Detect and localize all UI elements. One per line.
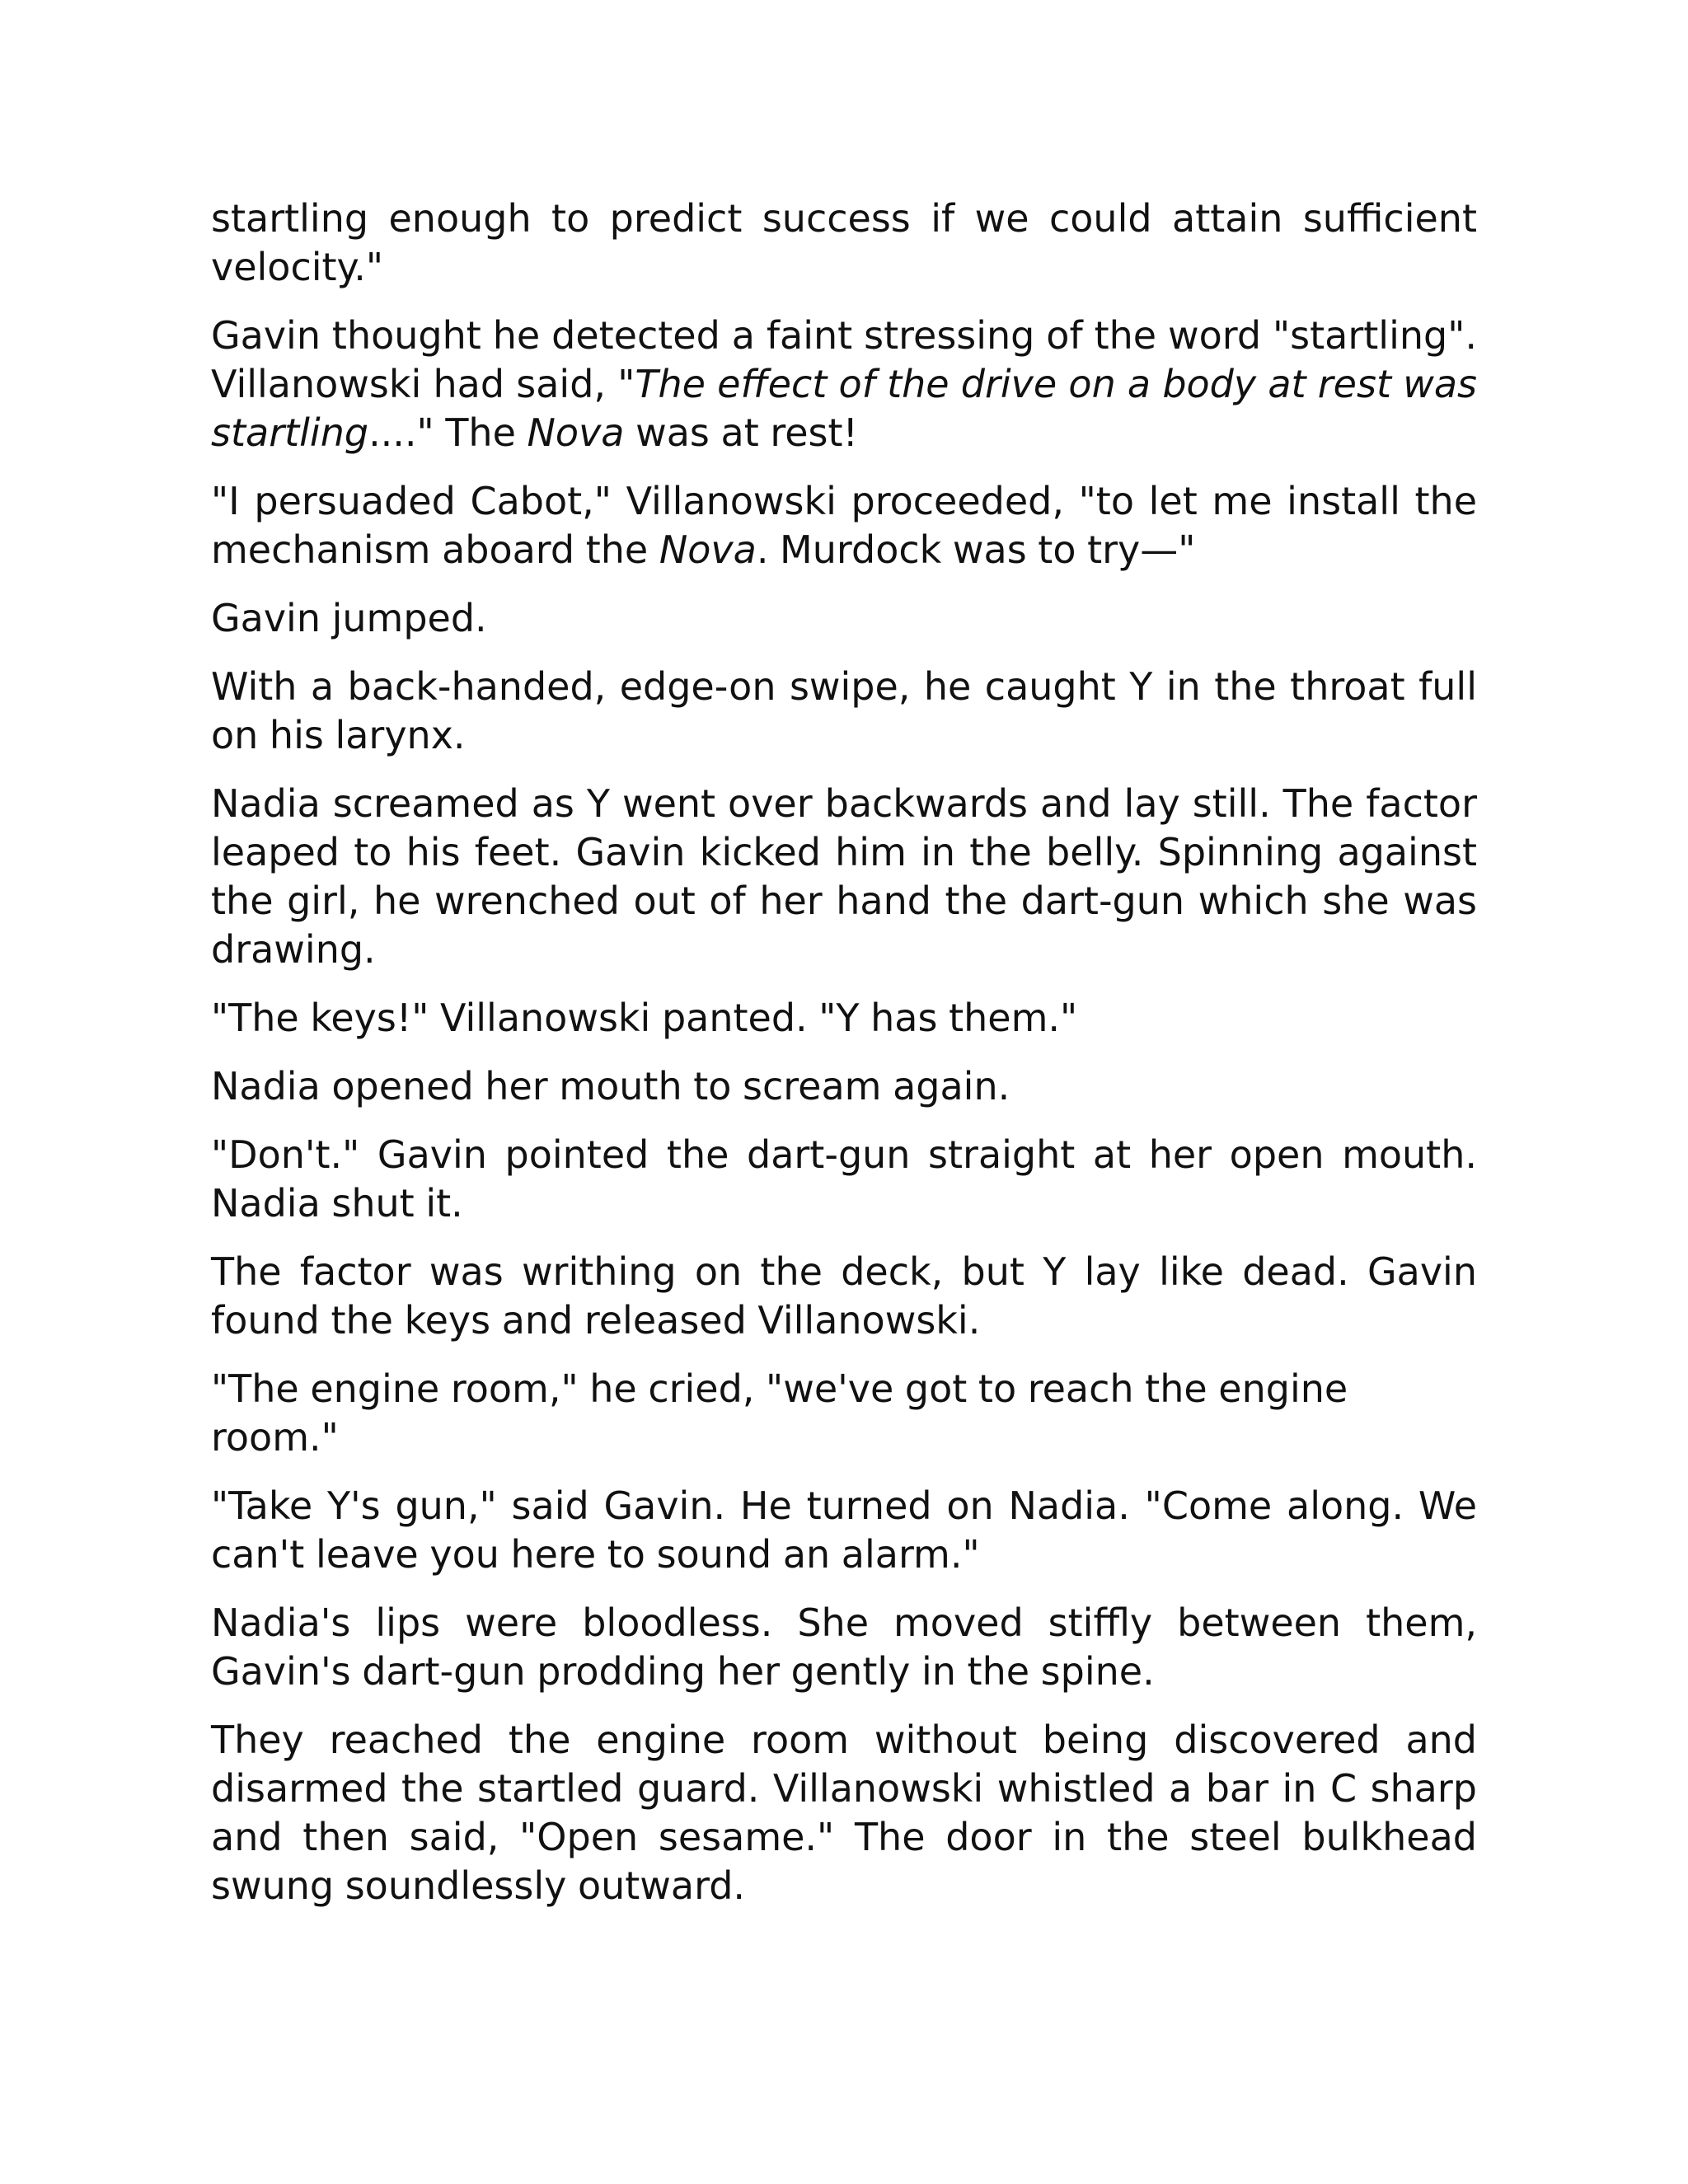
- document-page: [211, 194, 1477, 1930]
- italic-text: The effect of the drive on a body at rest was startling: [211, 362, 1477, 455]
- paragraph: "The keys!" Villanowski panted. "Y has them.": [211, 996, 1078, 1040]
- paragraph: Nadia screamed as Y went over backwards and lay still. The factor leaped to his feet. Gavin kicked him in the belly. Spinning against the girl, he wrenched out of her hand the dart-gun which she was drawing.: [211, 781, 1477, 972]
- text-run: Gavin thought he detected a faint stressing of the word "startling". Villanowski had said, ": [211, 313, 1477, 406]
- paragraph: "The engine room," he cried, "we've got to reach the engine room.": [211, 1366, 1348, 1460]
- text-run: ...." The: [368, 410, 528, 455]
- italic-text: Nova: [527, 410, 625, 455]
- paragraph: Gavin jumped.: [211, 596, 487, 640]
- text-run: . Murdock was to try—": [756, 527, 1196, 572]
- paragraph: [211, 312, 1477, 457]
- paragraph: [211, 477, 1477, 574]
- paragraph: Nadia opened her mouth to scream again.: [211, 1064, 1010, 1108]
- paragraph: startling enough to predict success if we could attain sufficient velocity.": [211, 196, 1477, 289]
- text-run: was at rest!: [624, 410, 858, 455]
- italic-text: Nova: [659, 527, 757, 572]
- paragraph: "Take Y's gun," said Gavin. He turned on Nadia. "Come along. We can't leave you here to sound an alarm.": [211, 1483, 1477, 1577]
- paragraph: "Don't." Gavin pointed the dart-gun straight at her open mouth. Nadia shut it.: [211, 1132, 1477, 1226]
- paragraph: They reached the engine room without being discovered and disarmed the startled guard. Villanowski whistled a bar in C sharp and then said, "Open sesame." The door in the steel bulkhead swung soundlessly outward.: [211, 1718, 1477, 1908]
- paragraph: With a back-handed, edge-on swipe, he caught Y in the throat full on his larynx.: [211, 664, 1477, 757]
- paragraph: Nadia's lips were bloodless. She moved stiffly between them, Gavin's dart-gun prodding her gently in the spine.: [211, 1601, 1477, 1694]
- text-run: "I persuaded Cabot," Villanowski proceeded, "to let me install the mechanism aboard the: [211, 479, 1477, 572]
- paragraph: The factor was writhing on the deck, but Y lay like dead. Gavin found the keys and released Villanowski.: [211, 1249, 1477, 1343]
